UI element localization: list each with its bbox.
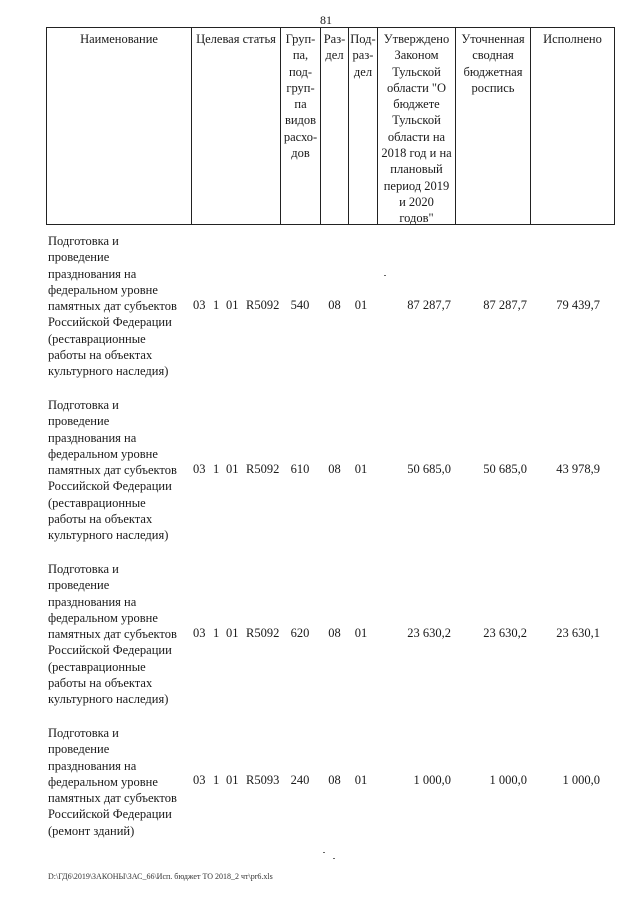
target-event: 01: [226, 773, 239, 787]
subsection-code: 01: [354, 298, 368, 312]
executed-amount: 23 630,1: [556, 626, 600, 640]
header-col-divider: [530, 27, 531, 225]
refined-amount: 1 000,0: [489, 773, 527, 787]
target-subprogram: 1: [213, 773, 220, 787]
target-subprogram: 1: [213, 298, 220, 312]
refined-amount: 50 685,0: [483, 462, 527, 476]
section-code: 08: [328, 773, 341, 787]
subsection-code: 01: [354, 773, 368, 787]
target-direction: R5092: [246, 298, 280, 312]
section-code: 08: [328, 462, 341, 476]
file-path-footer: D:\ГД6\2019\ЗАКОНЫ\ЗАС_66\Исп. бюджет ТО 2018_2 чт\pr6.xls: [48, 872, 273, 881]
target-event: 01: [226, 462, 239, 476]
header-approved: Утверждено Законом Тульской области "О бюджете Тульской области на 2018 год и на плановый период 2019 и 2020 годов": [381, 32, 452, 226]
approved-amount: 50 685,0: [407, 462, 451, 476]
target-subprogram: 1: [213, 462, 220, 476]
expense-group: 610: [290, 462, 310, 476]
scan-speck: [384, 275, 386, 276]
header-subsection: Под- раз- дел: [350, 32, 376, 79]
page-number: 81: [320, 13, 332, 27]
row-name: Подготовка и проведение празднования на федеральном уровне памятных дат субъектов Российской Федерации (реставрационные работы на объектах культурного наследия): [48, 398, 177, 543]
target-direction: R5092: [246, 626, 280, 640]
target-program: 03: [193, 462, 206, 476]
expense-group: 620: [290, 626, 310, 640]
row-name: Подготовка и проведение празднования на федеральном уровне памятных дат субъектов Российской Федерации (реставрационные работы на объектах культурного наследия): [48, 562, 177, 707]
subsection-code: 01: [354, 626, 368, 640]
approved-amount: 23 630,2: [407, 626, 451, 640]
header-col-divider: [614, 27, 615, 225]
refined-amount: 87 287,7: [483, 298, 527, 312]
target-subprogram: 1: [213, 626, 220, 640]
scan-speck: [323, 852, 325, 853]
executed-amount: 43 978,9: [556, 462, 600, 476]
scan-speck: [333, 858, 335, 859]
target-program: 03: [193, 626, 206, 640]
approved-amount: 1 000,0: [413, 773, 451, 787]
expense-group: 540: [290, 298, 310, 312]
executed-amount: 79 439,7: [556, 298, 600, 312]
target-direction: R5093: [246, 773, 280, 787]
subsection-code: 01: [354, 462, 368, 476]
header-executed: Исполнено: [543, 32, 602, 46]
target-event: 01: [226, 626, 239, 640]
expense-group: 240: [290, 773, 310, 787]
section-code: 08: [328, 298, 341, 312]
target-program: 03: [193, 298, 206, 312]
target-direction: R5092: [246, 462, 280, 476]
row-name: Подготовка и проведение празднования на федеральном уровне памятных дат субъектов Российской Федерации (реставрационные работы на объектах культурного наследия): [48, 234, 177, 379]
target-event: 01: [226, 298, 239, 312]
header-name: Наименование: [80, 32, 158, 46]
section-code: 08: [328, 626, 341, 640]
header-refined: Уточненная сводная бюджетная роспись: [461, 32, 525, 95]
header-target: Целевая статья: [196, 32, 276, 46]
approved-amount: 87 287,7: [407, 298, 451, 312]
header-section: Раз- дел: [323, 32, 346, 63]
target-program: 03: [193, 773, 206, 787]
row-name: Подготовка и проведение празднования на федеральном уровне памятных дат субъектов Российской Федерации (ремонт зданий): [48, 726, 177, 838]
executed-amount: 1 000,0: [562, 773, 600, 787]
header-col-divider: [46, 27, 47, 225]
header-group: Груп- па, под- груп- па видов расхо- дов: [283, 32, 318, 161]
header-col-divider: [191, 27, 192, 225]
refined-amount: 23 630,2: [483, 626, 527, 640]
